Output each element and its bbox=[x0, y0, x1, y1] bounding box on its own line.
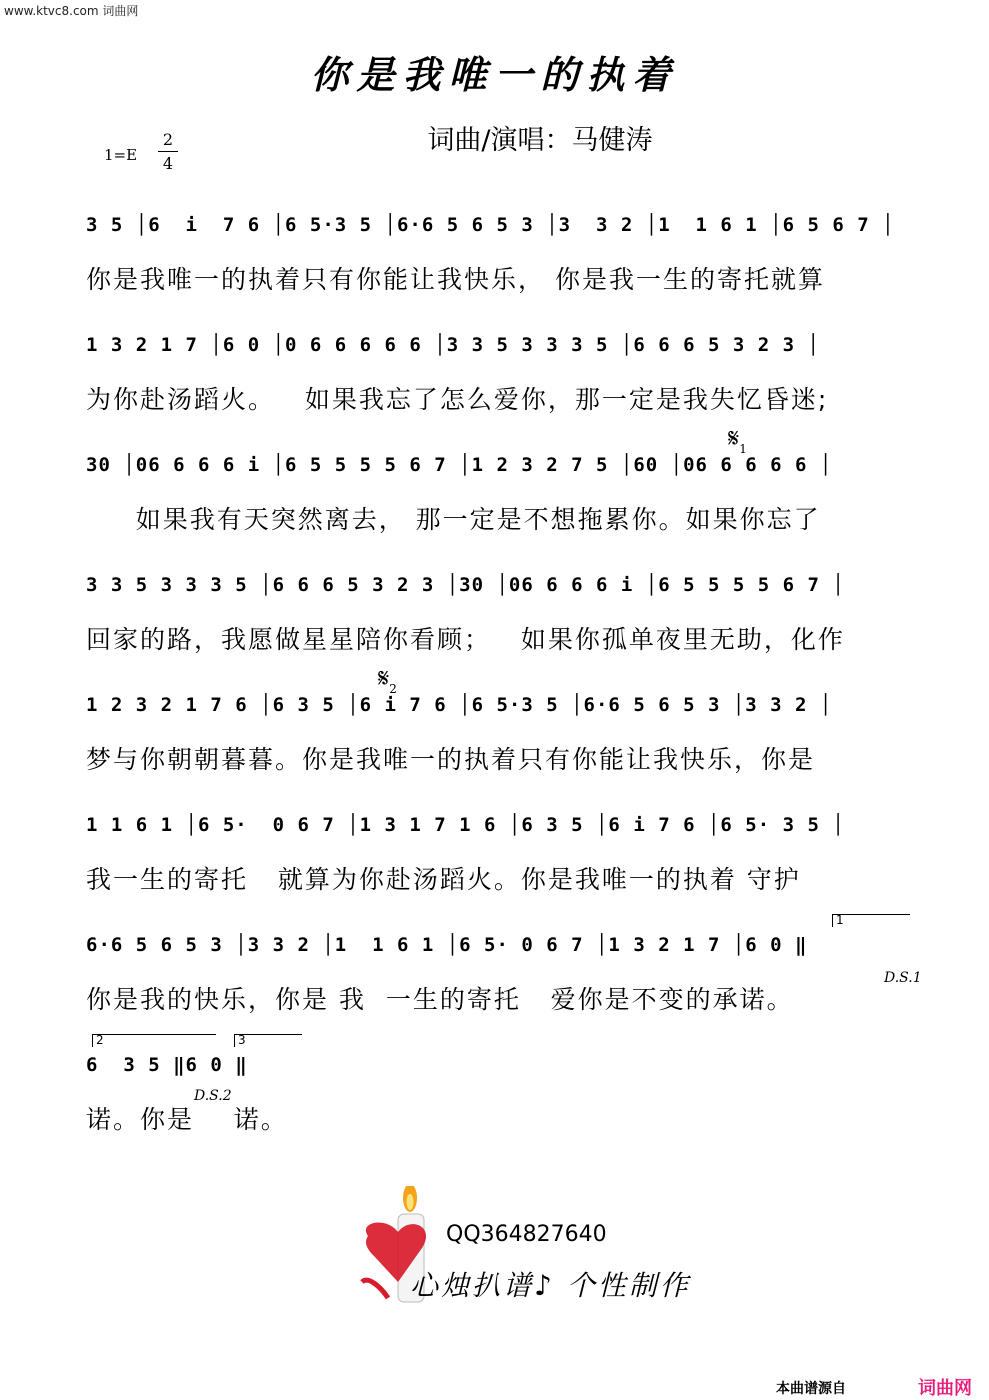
lyric-line: 诺。你是 诺。 bbox=[86, 1105, 288, 1134]
qq-contact: QQ364827640 bbox=[446, 1222, 607, 1247]
lyric-line: 回家的路，我愿做星星陪你看顾； 如果你孤单夜里无助，化作 bbox=[86, 625, 845, 654]
segno-1: $𝄋_1$ bbox=[728, 424, 747, 457]
notation-line: 1 2 3 2 1 7 6 │6 3 5 │6 i 7 6 │6 5·3 5 │6·6 5 6 5 3 │3 3 2 │ bbox=[86, 694, 833, 716]
ds-2-marker: D.S.2 bbox=[194, 1088, 232, 1104]
notation-line: 3 3 5 3 3 3 5 │6 6 6 5 3 2 3 │30 │06 6 6 6 i │6 5 5 5 5 6 7 │ bbox=[86, 574, 845, 596]
notation-line: 1 1 6 1 │6 5· 0 6 7 │1 3 1 7 1 6 │6 3 5 │6 i 7 6 │6 5· 3 5 │ bbox=[86, 814, 845, 836]
footer-source-label: 本曲谱源自 bbox=[776, 1381, 846, 1397]
lyric-line: 你是我的快乐，你是 我 一生的寄托 爱你是不变的承诺。 bbox=[86, 985, 794, 1014]
volta-1: 1 bbox=[832, 914, 910, 927]
segno-2: $𝄋_2$ bbox=[378, 664, 397, 697]
notation-line: 1 3 2 1 7 │6 0 │0 6 6 6 6 6 │3 3 5 3 3 3 5 │6 6 6 5 3 2 3 │ bbox=[86, 334, 820, 356]
lyric-line: 如果我有天突然离去， 那一定是不想拖累你。如果你忘了 bbox=[86, 505, 821, 534]
lyric-line: 我一生的寄托 就算为你赴汤蹈火。你是我唯一的执着 守护 bbox=[86, 865, 801, 894]
volta-3: 3 bbox=[234, 1034, 302, 1047]
site-watermark: www.ktvc8.com 词曲网 bbox=[4, 4, 139, 18]
notation-line: 6·6 5 6 5 3 │3 3 2 │1 1 6 1 │6 5· 0 6 7 │1 3 2 1 7 │6 0 ‖ bbox=[86, 934, 808, 956]
notation-line: 30 │06 6 6 6 i │6 5 5 5 5 6 7 │1 2 3 2 7 5 │60 │06 6 6 6 6 │ bbox=[86, 454, 833, 476]
time-signature-top: 2 bbox=[162, 130, 174, 149]
lyric-line: 梦与你朝朝暮暮。你是我唯一的执着只有你能让我快乐，你是 bbox=[86, 745, 816, 774]
transcriber-credit: 心烛扒谱♪ 个性制作 bbox=[410, 1269, 691, 1302]
time-signature-bottom: 4 bbox=[162, 154, 174, 173]
time-signature bbox=[158, 130, 178, 173]
ds-1-marker: D.S.1 bbox=[884, 970, 922, 986]
footer-site-logo: 词曲网 bbox=[918, 1378, 972, 1399]
lyric-line: 为你赴汤蹈火。 如果我忘了怎么爱你，那一定是我失忆昏迷; bbox=[86, 385, 829, 414]
segno-2-label: 2 bbox=[389, 682, 397, 697]
segno-1-label: 1 bbox=[739, 442, 747, 457]
song-title: 你是我唯一的执着 bbox=[310, 52, 679, 97]
notation-line: 6 3 5 ‖6 0 ‖ bbox=[86, 1054, 248, 1076]
notation-line: 3 5 │6 i 7 6 │6 5·3 5 │6·6 5 6 5 3 │3 3 2 │1 1 6 1 │6 5 6 7 │ bbox=[86, 214, 895, 236]
song-credits: 词曲/演唱：马健涛 bbox=[427, 125, 653, 156]
lyric-line: 你是我唯一的执着只有你能让我快乐， 你是我一生的寄托就算 bbox=[86, 265, 825, 294]
key-signature: 1=E bbox=[104, 146, 138, 164]
volta-2: 2 bbox=[92, 1034, 216, 1047]
